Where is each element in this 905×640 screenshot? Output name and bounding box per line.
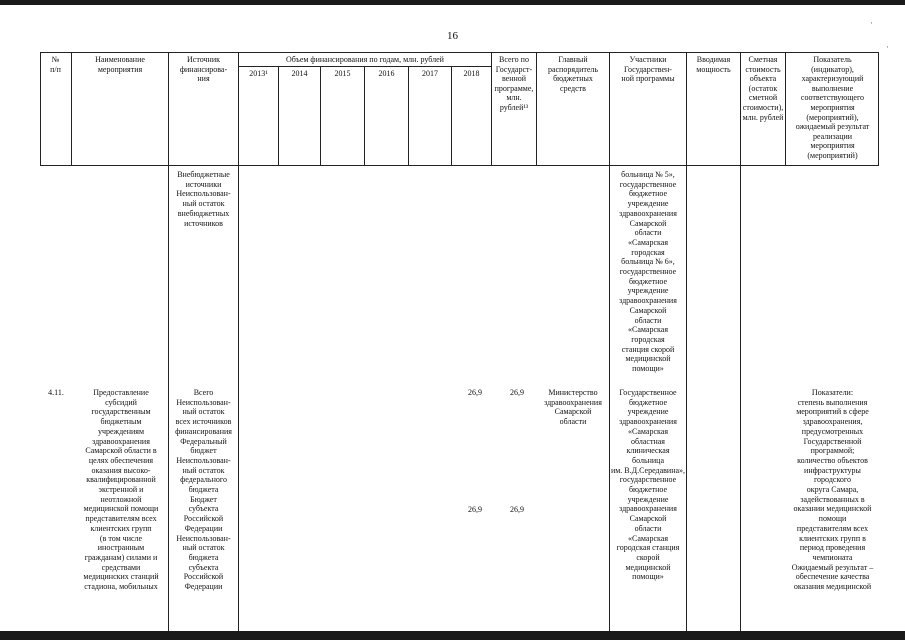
- value-2018-subject-budget: 26,9: [468, 505, 482, 514]
- scan-mark: ·: [886, 42, 889, 52]
- scan-mark: ·: [870, 18, 873, 28]
- row-participants: Государственное бюджетное учреждение здравоохранения «Самарская областная клиническая больница им. В.Д.Середавина», государственное бюджетное учреждение здравоохранения Самарской области «Самарская городская станция скорой медицинской помощи»: [610, 388, 686, 582]
- header-year-2016: 2016: [378, 69, 395, 78]
- header-year-2013: 2013¹: [249, 69, 268, 78]
- header-participants: Участники Государствен- ной программы: [621, 55, 675, 84]
- header-source: Источник финансирова- ния: [179, 55, 228, 84]
- header-total: Всего по Государст- венной программе, млн. рублей¹³: [494, 55, 534, 112]
- column-divider: [278, 66, 279, 166]
- bottom-border: [0, 631, 905, 640]
- header-name: Наименование мероприятия: [95, 55, 145, 74]
- continuation-source: Внебюджетные источники Неиспользован- ный остаток внебюджетных источников: [176, 170, 231, 228]
- header-year-2018: 2018: [463, 69, 480, 78]
- value-2018-total: 26,9: [468, 388, 482, 397]
- top-border: [0, 0, 905, 5]
- value-program-total: 26,9: [510, 388, 524, 397]
- row-distributor: Министерство здравоохранения Самарской области: [544, 388, 602, 427]
- column-divider: [740, 52, 741, 632]
- header-volume: Объем финансирования по годам, млн. рублей: [286, 55, 444, 64]
- column-divider: [364, 66, 365, 166]
- subheader-line: [238, 66, 491, 67]
- header-distributor: Главный распорядитель бюджетных средств: [547, 55, 599, 93]
- row-indicator: Показатели: степень выполнения мероприятий в сфере здравоохранения, предусмотренных Государственной программой; количество объектов инфраструктуры городского округа Самара, задействованных в оказании медицинской помощи представителям всех клиентских групп в период проведения чемпионата Ожидаемый результат – обеспечение качества оказания медицинской: [791, 388, 874, 592]
- column-divider: [238, 52, 239, 632]
- column-divider: [408, 66, 409, 166]
- header-year-2014: 2014: [291, 69, 308, 78]
- row-number: 4.11.: [48, 388, 64, 397]
- header-indicator: Показатель (индикатор), характеризующий выполнение соответствующего мероприятия (мероприятий), ожидаемый результат реализации мероприятия (мероприятий): [795, 55, 870, 160]
- row-source: Всего Неиспользован- ный остаток всех источников финансирования Федеральный бюджет Неиспользован- ный остаток федерального бюджета Бюджет субъекта Российской Федерации Неиспользован- ный остаток бюджета субъекта Российской Федерации: [175, 388, 232, 592]
- continuation-participants: больница № 5», государственное бюджетное учреждение здравоохранения Самарской области «Самарская городская больница № 6», государственное бюджетное учреждение здравоохранения Самарской области «Самарская городская станция скорой медицинской помощи»: [619, 170, 677, 374]
- header-cost: Сметная стоимость объекта (остаток сметной стоимости), млн. рублей: [742, 55, 784, 122]
- page-number: 16: [447, 30, 458, 42]
- column-divider: [686, 52, 687, 632]
- column-divider: [320, 66, 321, 166]
- header-capacity: Вводимая мощность: [696, 55, 731, 74]
- header-year-2015: 2015: [334, 69, 351, 78]
- value-program-subject-budget: 26,9: [510, 505, 524, 514]
- header-num: № п/п: [50, 55, 61, 74]
- header-year-2017: 2017: [422, 69, 438, 78]
- column-divider: [451, 66, 452, 166]
- row-name: Предоставление субсидий государственным бюджетным учреждениям здравоохранения Самарской области в целях обеспечения оказания высоко- квалифицированной экстренной и неотложной медицинской помощи представителям всех клиентских групп (в том числе иностранным гражданам) силами и средствами медицинских станций стадиона, мобильных: [83, 388, 159, 592]
